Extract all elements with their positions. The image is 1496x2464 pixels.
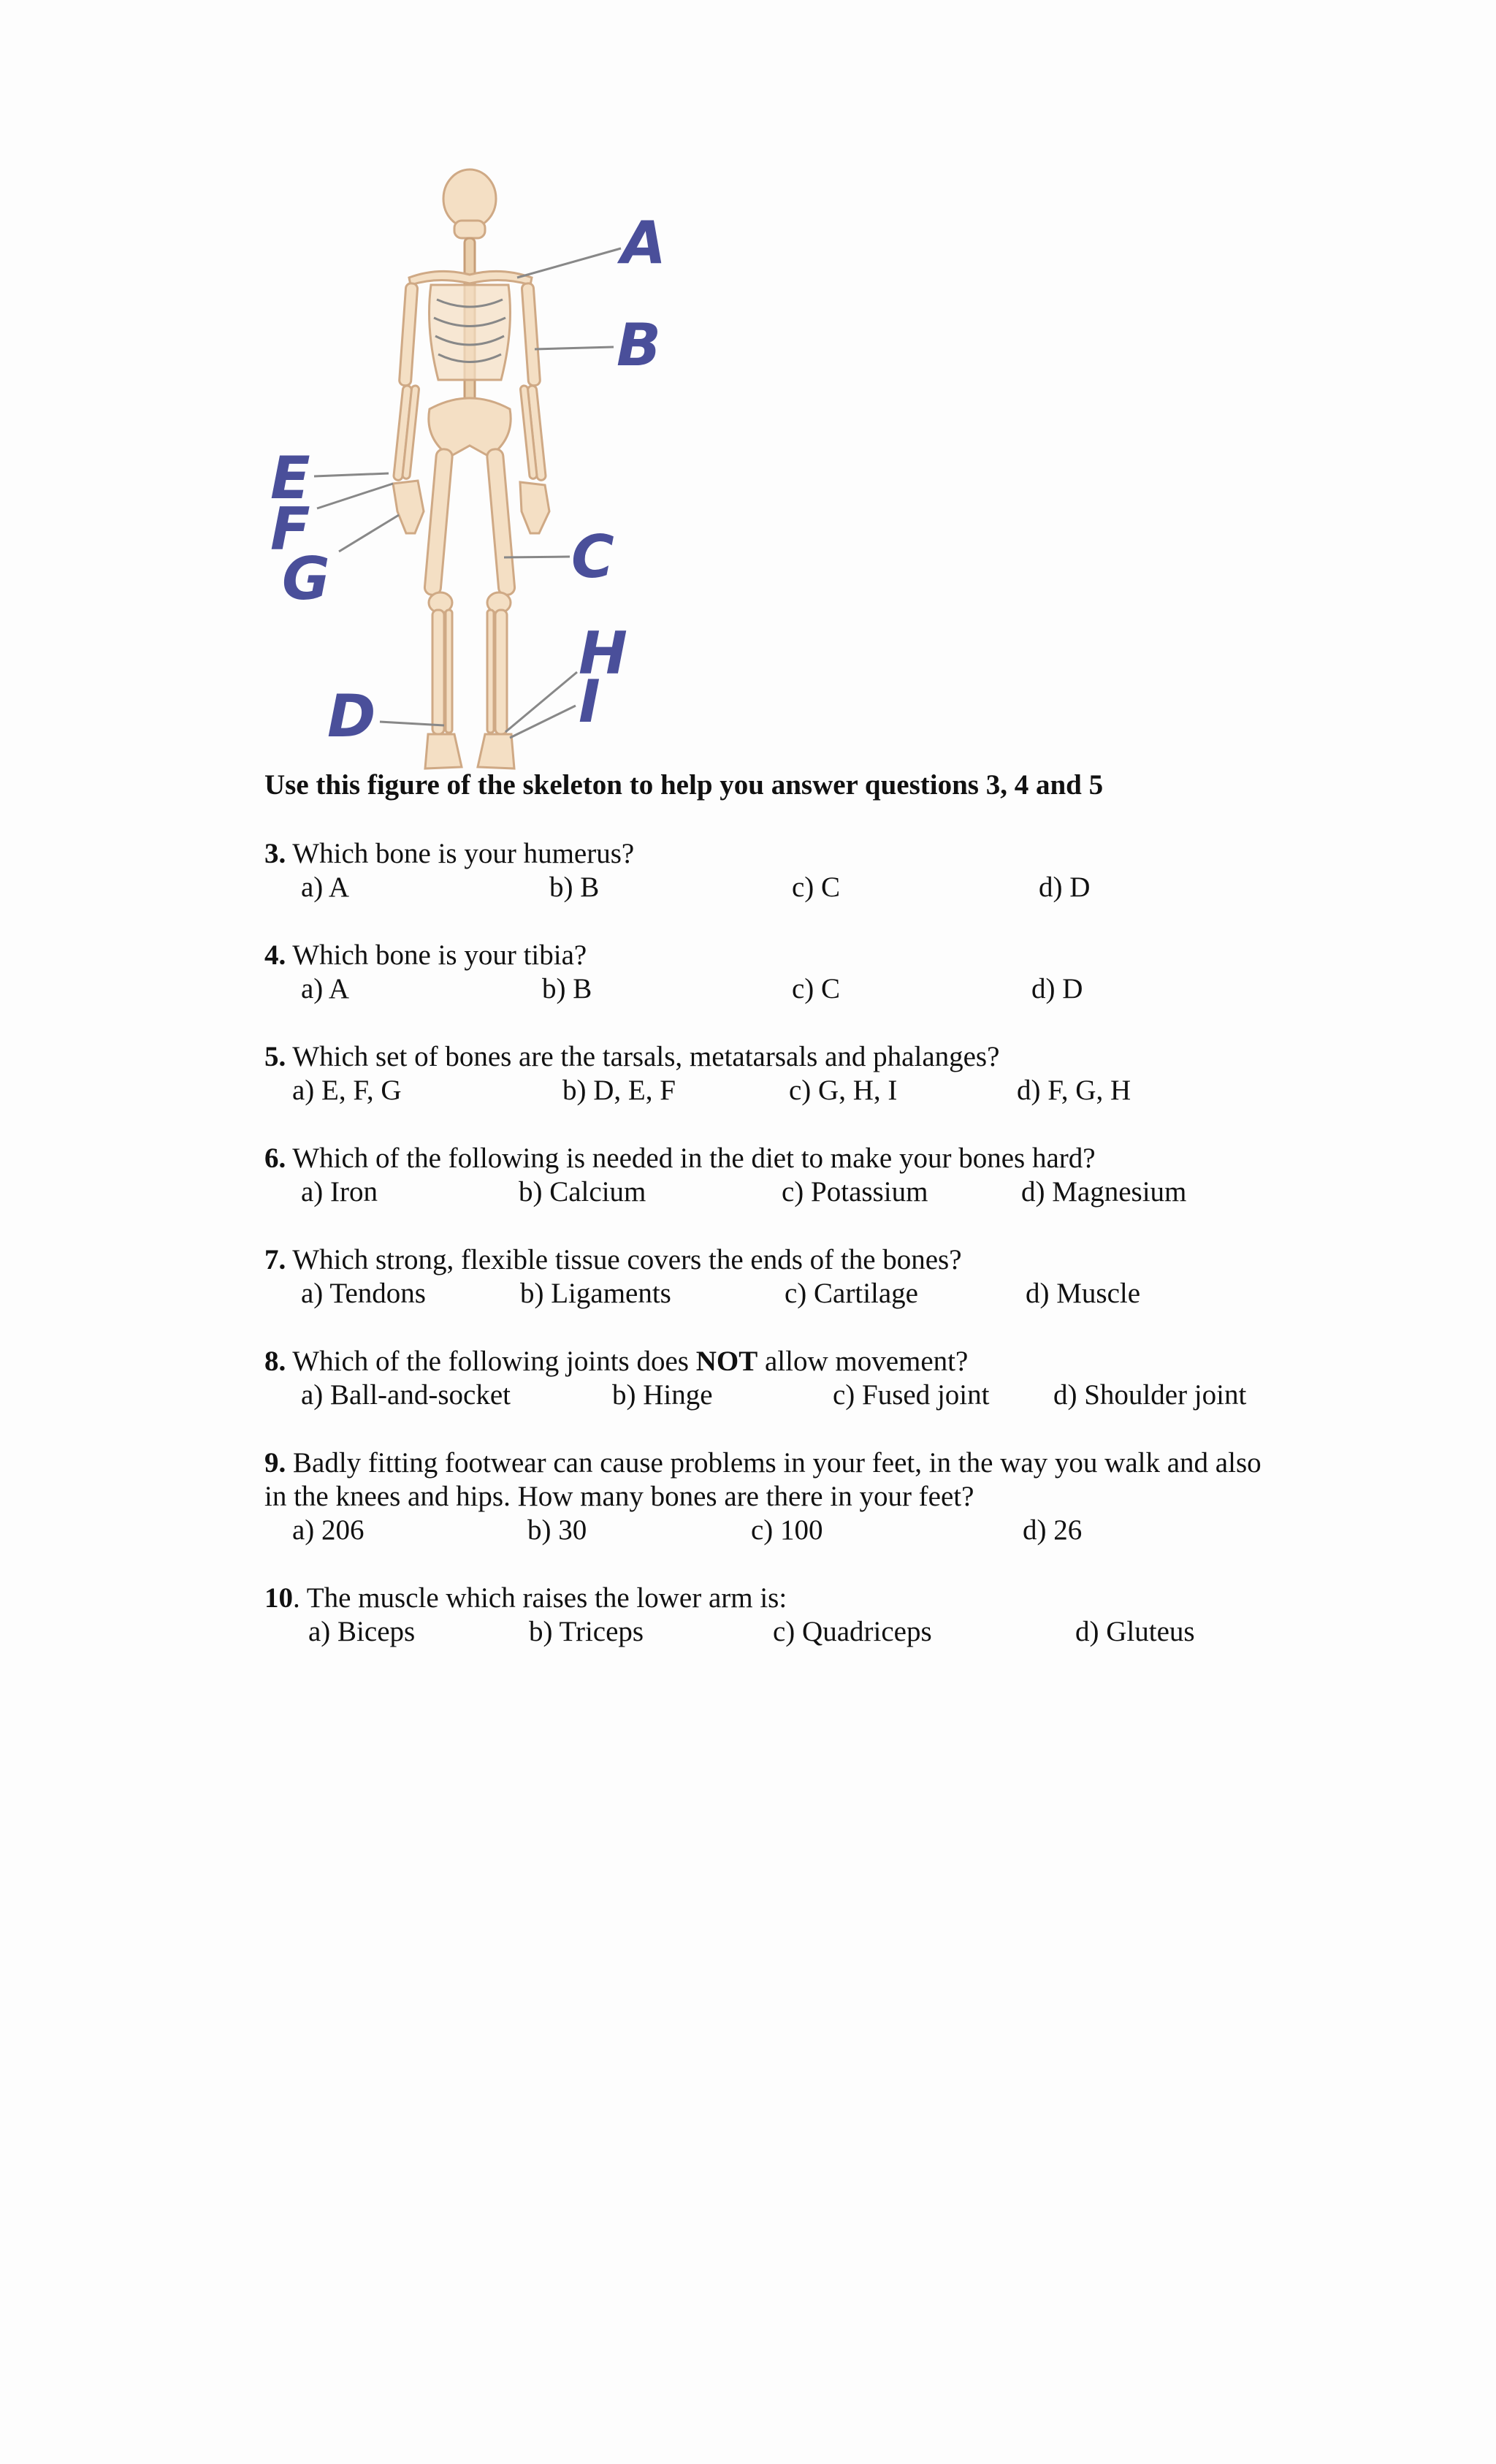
option-b[interactable]: b) Calcium: [519, 1176, 646, 1208]
figure-label-b: B: [617, 311, 661, 379]
option-a[interactable]: a) A: [301, 871, 350, 903]
figure-label-f: F: [270, 495, 310, 563]
question-3: [264, 837, 1287, 904]
question-number: 10: [264, 1582, 293, 1614]
option-a[interactable]: a) Ball-and-socket: [301, 1379, 511, 1411]
question-text: Which bone is your tibia?: [292, 939, 587, 971]
question-text: Which of the following joints does: [292, 1346, 696, 1377]
option-a[interactable]: a) Biceps: [308, 1616, 416, 1647]
question-6: [264, 1142, 1287, 1209]
option-d[interactable]: d) Shoulder joint: [1053, 1379, 1247, 1411]
question-4: [264, 939, 1287, 1006]
question-text: Badly fitting footwear can cause problems in your feet, in the way you walk and also in the knees and hips. How many bones are there in your feet?: [264, 1447, 1262, 1512]
option-b[interactable]: b) B: [542, 973, 592, 1004]
answer-options: [264, 1615, 1287, 1649]
skeleton-figure: [263, 168, 687, 774]
option-b[interactable]: b) D, E, F: [562, 1075, 676, 1106]
option-a[interactable]: a) Tendons: [301, 1278, 426, 1309]
question-text: Which set of bones are the tarsals, metatarsals and phalanges?: [292, 1041, 1000, 1072]
option-d[interactable]: d) 26: [1023, 1514, 1083, 1546]
option-a[interactable]: a) Iron: [301, 1176, 378, 1208]
question-number: 4.: [264, 939, 286, 971]
question-number: 6.: [264, 1143, 286, 1174]
question-7: [264, 1243, 1287, 1311]
figure-label-g: G: [282, 545, 330, 613]
question-number: 3.: [264, 838, 286, 869]
question-number: 8.: [264, 1346, 286, 1377]
option-d[interactable]: d) Muscle: [1026, 1278, 1141, 1309]
question-number: 7.: [264, 1244, 286, 1275]
answer-options: [264, 1175, 1287, 1209]
option-d[interactable]: d) D: [1039, 871, 1091, 903]
question-9: [264, 1446, 1272, 1547]
figure-caption: Use this figure of the skeleton to help you answer questions 3, 4 and 5: [264, 769, 1104, 801]
question-emphasis: NOT: [695, 1346, 758, 1377]
option-b[interactable]: b) Hinge: [612, 1379, 713, 1411]
question-text: Which bone is your humerus?: [292, 838, 635, 869]
option-d[interactable]: d) D: [1031, 973, 1083, 1004]
answer-options: [264, 972, 1287, 1006]
leader-line-b: [535, 347, 614, 349]
leader-line-a: [517, 248, 621, 278]
figure-label-h: H: [579, 619, 627, 687]
option-c[interactable]: c) 100: [751, 1514, 823, 1546]
question-5: [264, 1040, 1287, 1107]
answer-options: [264, 1074, 1287, 1107]
answer-options: [264, 1378, 1287, 1412]
question-number: 9.: [264, 1447, 286, 1479]
option-c[interactable]: c) Cartilage: [785, 1278, 918, 1309]
skeleton-drawing: [393, 169, 549, 768]
option-a[interactable]: a) A: [301, 973, 350, 1004]
leader-line-g: [339, 515, 399, 552]
leader-line-e: [314, 473, 389, 476]
option-a[interactable]: a) 206: [292, 1514, 365, 1546]
option-b[interactable]: b) Ligaments: [520, 1278, 671, 1309]
leader-line-f: [317, 484, 393, 508]
figure-label-i: I: [579, 668, 600, 736]
option-c[interactable]: c) C: [792, 871, 841, 903]
figure-label-d: D: [327, 682, 376, 750]
question-number: 5.: [264, 1041, 286, 1072]
option-b[interactable]: b) 30: [527, 1514, 587, 1546]
question-text: . The muscle which raises the lower arm is:: [293, 1582, 787, 1614]
option-a[interactable]: a) E, F, G: [292, 1075, 402, 1106]
option-c[interactable]: c) Fused joint: [833, 1379, 990, 1411]
answer-options: [264, 1277, 1287, 1311]
question-10: [264, 1582, 1287, 1649]
option-c[interactable]: c) G, H, I: [789, 1075, 898, 1106]
option-c[interactable]: c) Potassium: [782, 1176, 928, 1208]
option-b[interactable]: b) Triceps: [529, 1616, 644, 1647]
option-b[interactable]: b) B: [549, 871, 600, 903]
option-d[interactable]: d) F, G, H: [1017, 1075, 1131, 1106]
figure-label-c: C: [571, 523, 614, 591]
figure-label-a: A: [621, 209, 666, 277]
leader-line-i: [510, 706, 576, 738]
question-text-end: allow movement?: [757, 1346, 969, 1377]
question-text: Which of the following is needed in the diet to make your bones hard?: [292, 1143, 1096, 1174]
option-d[interactable]: d) Magnesium: [1021, 1176, 1187, 1208]
answer-options: [264, 871, 1287, 904]
question-8: [264, 1345, 1287, 1412]
figure-label-e: E: [270, 444, 310, 512]
question-text: Which strong, flexible tissue covers the ends of the bones?: [292, 1244, 962, 1275]
answer-options: [264, 1514, 1272, 1547]
option-c[interactable]: c) Quadriceps: [773, 1616, 932, 1647]
option-c[interactable]: c) C: [792, 973, 841, 1004]
option-d[interactable]: d) Gluteus: [1075, 1616, 1195, 1647]
